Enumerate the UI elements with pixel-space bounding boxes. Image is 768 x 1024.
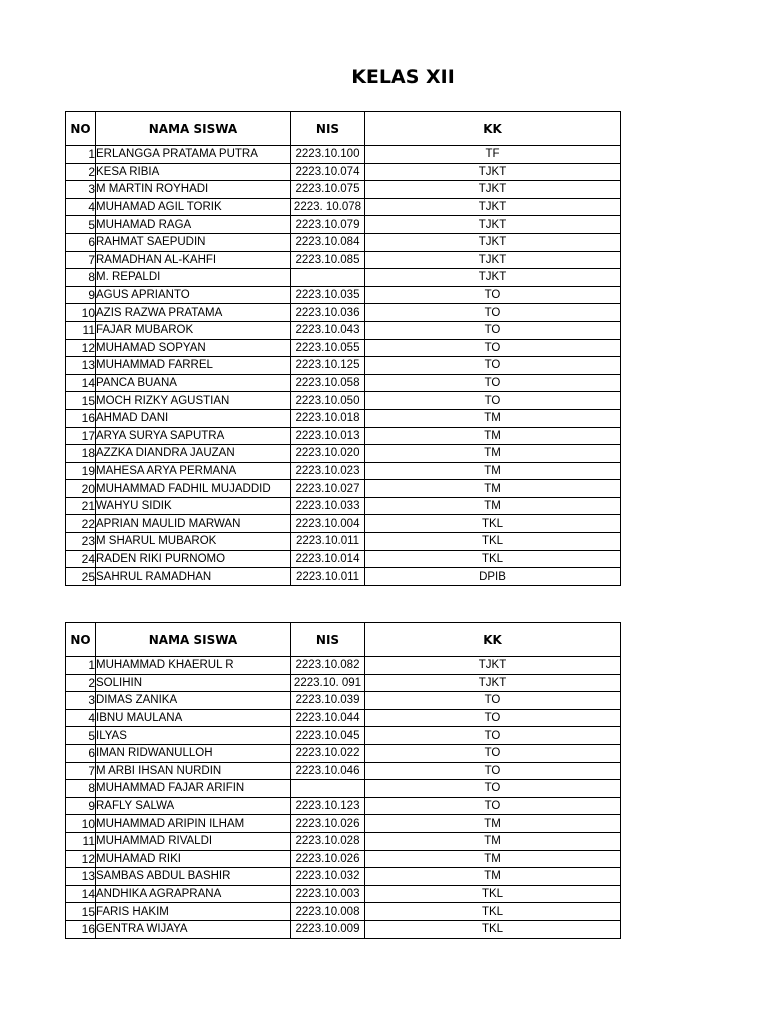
table-row <box>66 198 621 216</box>
cell-name: ILYAS <box>96 727 291 745</box>
cell-no: 24 <box>66 550 96 568</box>
cell-nis <box>291 780 365 798</box>
cell-nis: 2223.10.033 <box>291 497 365 515</box>
table-row <box>66 304 621 322</box>
table-header <box>66 112 621 146</box>
cell-no: 19 <box>66 462 96 480</box>
table-row <box>66 392 621 410</box>
cell-no: 11 <box>66 832 96 850</box>
cell-nis: 2223.10.125 <box>291 357 365 375</box>
cell-kk: TJKT <box>365 233 621 251</box>
cell-kk: TJKT <box>365 216 621 234</box>
cell-no: 13 <box>66 868 96 886</box>
cell-name: GENTRA WIJAYA <box>96 920 291 938</box>
cell-kk: TO <box>365 392 621 410</box>
cell-kk: TKL <box>365 533 621 551</box>
cell-nis: 2223.10.013 <box>291 427 365 445</box>
cell-name: AZIS RAZWA PRATAMA <box>96 304 291 322</box>
cell-kk: TO <box>365 709 621 727</box>
cell-name: SOLIHIN <box>96 674 291 692</box>
cell-kk: TO <box>365 374 621 392</box>
cell-name: MUHAMAD RIKI <box>96 850 291 868</box>
cell-nis: 2223.10.026 <box>291 850 365 868</box>
cell-no: 14 <box>66 885 96 903</box>
cell-no: 25 <box>66 568 96 586</box>
cell-nis: 2223.10.011 <box>291 533 365 551</box>
cell-kk: TKL <box>365 885 621 903</box>
cell-name: PANCA BUANA <box>96 374 291 392</box>
table-row <box>66 727 621 745</box>
cell-nis: 2223.10.036 <box>291 304 365 322</box>
cell-kk: TJKT <box>365 269 621 287</box>
table-row <box>66 815 621 833</box>
cell-nis: 2223.10.023 <box>291 462 365 480</box>
header-no: NO <box>66 112 96 146</box>
cell-nis: 2223.10.084 <box>291 233 365 251</box>
table-row <box>66 146 621 164</box>
cell-name: FARIS HAKIM <box>96 903 291 921</box>
cell-kk: TJKT <box>365 657 621 675</box>
cell-nis: 2223.10.022 <box>291 744 365 762</box>
table-row <box>66 462 621 480</box>
table-row <box>66 550 621 568</box>
cell-name: APRIAN MAULID MARWAN <box>96 515 291 533</box>
table-row <box>66 374 621 392</box>
cell-name: M MARTIN ROYHADI <box>96 181 291 199</box>
cell-name: SAMBAS ABDUL BASHIR <box>96 868 291 886</box>
cell-nis: 2223.10.045 <box>291 727 365 745</box>
cell-no: 11 <box>66 321 96 339</box>
cell-no: 9 <box>66 797 96 815</box>
table-row <box>66 163 621 181</box>
header-nis: NIS <box>291 623 365 657</box>
cell-kk: TJKT <box>365 251 621 269</box>
cell-name: ARYA SURYA SAPUTRA <box>96 427 291 445</box>
cell-kk: TM <box>365 445 621 463</box>
table-row <box>66 868 621 886</box>
cell-no: 12 <box>66 339 96 357</box>
table-row <box>66 480 621 498</box>
cell-name: RADEN RIKI PURNOMO <box>96 550 291 568</box>
cell-no: 15 <box>66 903 96 921</box>
cell-nis: 2223.10.075 <box>291 181 365 199</box>
cell-no: 1 <box>66 146 96 164</box>
cell-kk: TKL <box>365 515 621 533</box>
cell-name: M ARBI IHSAN NURDIN <box>96 762 291 780</box>
cell-no: 23 <box>66 533 96 551</box>
cell-no: 22 <box>66 515 96 533</box>
table-row <box>66 657 621 675</box>
cell-no: 3 <box>66 692 96 710</box>
cell-no: 10 <box>66 815 96 833</box>
cell-kk: TKL <box>365 903 621 921</box>
cell-name: MUHAMAD RAGA <box>96 216 291 234</box>
cell-kk: TM <box>365 409 621 427</box>
cell-name: M. REPALDI <box>96 269 291 287</box>
header-nis: NIS <box>291 112 365 146</box>
cell-nis: 2223.10.058 <box>291 374 365 392</box>
cell-name: AZZKA DIANDRA JAUZAN <box>96 445 291 463</box>
table-row <box>66 497 621 515</box>
table-row <box>66 885 621 903</box>
cell-nis: 2223.10. 091 <box>291 674 365 692</box>
cell-kk: TO <box>365 692 621 710</box>
cell-kk: TO <box>365 797 621 815</box>
cell-nis: 2223.10.032 <box>291 868 365 886</box>
cell-kk: TO <box>365 744 621 762</box>
cell-no: 15 <box>66 392 96 410</box>
cell-no: 21 <box>66 497 96 515</box>
cell-nis: 2223.10.027 <box>291 480 365 498</box>
table-row <box>66 903 621 921</box>
cell-nis: 2223.10.026 <box>291 815 365 833</box>
table-row <box>66 744 621 762</box>
table-row <box>66 832 621 850</box>
table-row <box>66 920 621 938</box>
cell-kk: TKL <box>365 920 621 938</box>
cell-kk: TJKT <box>365 198 621 216</box>
cell-name: MUHAMMAD FARREL <box>96 357 291 375</box>
cell-kk: TF <box>365 146 621 164</box>
cell-kk: TM <box>365 815 621 833</box>
cell-name: ERLANGGA PRATAMA PUTRA <box>96 146 291 164</box>
cell-nis: 2223.10.085 <box>291 251 365 269</box>
header-kk: KK <box>365 623 621 657</box>
cell-nis: 2223.10.046 <box>291 762 365 780</box>
table-row <box>66 674 621 692</box>
cell-no: 8 <box>66 269 96 287</box>
cell-nis: 2223.10.009 <box>291 920 365 938</box>
cell-no: 5 <box>66 727 96 745</box>
cell-name: MUHAMMAD FADHIL MUJADDID <box>96 480 291 498</box>
cell-no: 16 <box>66 920 96 938</box>
table-row <box>66 762 621 780</box>
header-name: NAMA SISWA <box>96 112 291 146</box>
cell-no: 2 <box>66 674 96 692</box>
cell-nis: 2223.10.100 <box>291 146 365 164</box>
cell-name: IBNU MAULANA <box>96 709 291 727</box>
cell-no: 18 <box>66 445 96 463</box>
table-row <box>66 797 621 815</box>
cell-no: 5 <box>66 216 96 234</box>
table-row <box>66 251 621 269</box>
cell-kk: DPIB <box>365 568 621 586</box>
cell-nis: 2223.10.028 <box>291 832 365 850</box>
cell-no: 4 <box>66 709 96 727</box>
page-title: KELAS XII <box>351 66 455 88</box>
cell-no: 17 <box>66 427 96 445</box>
table-row <box>66 181 621 199</box>
cell-nis: 2223.10.044 <box>291 709 365 727</box>
header-no: NO <box>66 623 96 657</box>
cell-no: 6 <box>66 744 96 762</box>
cell-kk: TJKT <box>365 163 621 181</box>
cell-name: RAHMAT SAEPUDIN <box>96 233 291 251</box>
cell-no: 10 <box>66 304 96 322</box>
cell-name: M SHARUL MUBAROK <box>96 533 291 551</box>
cell-name: MAHESA ARYA PERMANA <box>96 462 291 480</box>
cell-kk: TJKT <box>365 674 621 692</box>
cell-kk: TM <box>365 832 621 850</box>
cell-no: 9 <box>66 286 96 304</box>
cell-name: KESA RIBIA <box>96 163 291 181</box>
cell-nis: 2223.10.082 <box>291 657 365 675</box>
cell-kk: TM <box>365 462 621 480</box>
cell-kk: TO <box>365 304 621 322</box>
cell-no: 16 <box>66 409 96 427</box>
table-row <box>66 850 621 868</box>
header-kk: KK <box>365 112 621 146</box>
table-row <box>66 233 621 251</box>
cell-no: 3 <box>66 181 96 199</box>
cell-kk: TO <box>365 339 621 357</box>
cell-name: MUHAMMAD ARIPIN ILHAM <box>96 815 291 833</box>
table-row <box>66 427 621 445</box>
cell-nis: 2223.10.014 <box>291 550 365 568</box>
cell-kk: TO <box>365 727 621 745</box>
cell-name: MOCH RIZKY AGUSTIAN <box>96 392 291 410</box>
cell-nis: 2223.10.035 <box>291 286 365 304</box>
cell-name: ANDHIKA AGRAPRANA <box>96 885 291 903</box>
cell-nis: 2223.10.050 <box>291 392 365 410</box>
cell-kk: TM <box>365 427 621 445</box>
cell-kk: TM <box>365 868 621 886</box>
cell-no: 12 <box>66 850 96 868</box>
table-row <box>66 568 621 586</box>
cell-no: 7 <box>66 251 96 269</box>
cell-name: FAJAR MUBAROK <box>96 321 291 339</box>
cell-name: MUHAMAD AGIL TORIK <box>96 198 291 216</box>
cell-name: AGUS APRIANTO <box>96 286 291 304</box>
cell-name: MUHAMAD SOPYAN <box>96 339 291 357</box>
cell-nis: 2223.10.018 <box>291 409 365 427</box>
cell-kk: TO <box>365 762 621 780</box>
cell-no: 4 <box>66 198 96 216</box>
cell-kk: TKL <box>365 550 621 568</box>
cell-name: SAHRUL RAMADHAN <box>96 568 291 586</box>
table-row <box>66 269 621 287</box>
cell-kk: TM <box>365 850 621 868</box>
cell-nis: 2223.10.074 <box>291 163 365 181</box>
table-row <box>66 409 621 427</box>
table-header <box>66 623 621 657</box>
cell-kk: TO <box>365 357 621 375</box>
header-name: NAMA SISWA <box>96 623 291 657</box>
table-row <box>66 321 621 339</box>
table-row <box>66 533 621 551</box>
cell-kk: TM <box>365 480 621 498</box>
cell-kk: TJKT <box>365 181 621 199</box>
cell-no: 2 <box>66 163 96 181</box>
cell-kk: TM <box>365 497 621 515</box>
cell-no: 8 <box>66 780 96 798</box>
cell-kk: TO <box>365 780 621 798</box>
cell-no: 14 <box>66 374 96 392</box>
cell-no: 13 <box>66 357 96 375</box>
cell-kk: TO <box>365 286 621 304</box>
cell-name: MUHAMMAD KHAERUL R <box>96 657 291 675</box>
table-row <box>66 709 621 727</box>
cell-name: RAMADHAN AL-KAHFI <box>96 251 291 269</box>
student-table-1 <box>65 111 621 586</box>
cell-name: MUHAMMAD FAJAR ARIFIN <box>96 780 291 798</box>
table-row <box>66 780 621 798</box>
cell-nis: 2223.10.079 <box>291 216 365 234</box>
cell-name: WAHYU SIDIK <box>96 497 291 515</box>
cell-name: IMAN RIDWANULLOH <box>96 744 291 762</box>
table-row <box>66 692 621 710</box>
cell-no: 7 <box>66 762 96 780</box>
cell-nis: 2223.10.003 <box>291 885 365 903</box>
cell-no: 20 <box>66 480 96 498</box>
table-row <box>66 286 621 304</box>
cell-nis: 2223.10.039 <box>291 692 365 710</box>
cell-nis <box>291 269 365 287</box>
cell-nis: 2223. 10.078 <box>291 198 365 216</box>
table-row <box>66 445 621 463</box>
cell-no: 6 <box>66 233 96 251</box>
cell-name: AHMAD DANI <box>96 409 291 427</box>
cell-nis: 2223.10.020 <box>291 445 365 463</box>
cell-nis: 2223.10.011 <box>291 568 365 586</box>
cell-name: MUHAMMAD RIVALDI <box>96 832 291 850</box>
student-table-2 <box>65 622 621 939</box>
table-row <box>66 339 621 357</box>
cell-nis: 2223.10.004 <box>291 515 365 533</box>
cell-nis: 2223.10.055 <box>291 339 365 357</box>
cell-no: 1 <box>66 657 96 675</box>
cell-nis: 2223.10.043 <box>291 321 365 339</box>
table-row <box>66 357 621 375</box>
cell-name: DIMAS ZANIKA <box>96 692 291 710</box>
table-row <box>66 515 621 533</box>
cell-nis: 2223.10.008 <box>291 903 365 921</box>
cell-kk: TO <box>365 321 621 339</box>
table-row <box>66 216 621 234</box>
cell-name: RAFLY SALWA <box>96 797 291 815</box>
cell-nis: 2223.10.123 <box>291 797 365 815</box>
